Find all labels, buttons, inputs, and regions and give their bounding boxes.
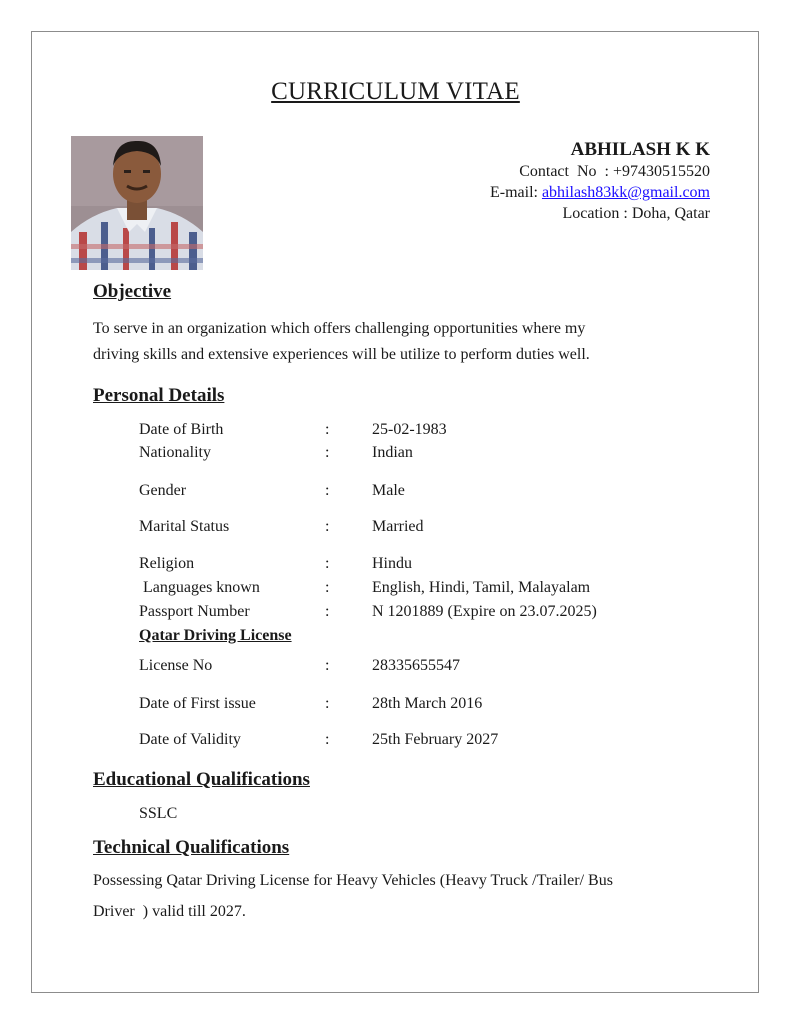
technical-line-2: Driver ) valid till 2027. [93,903,246,920]
contact-location: Location : Doha, Qatar [562,205,710,222]
field-label: Date of Validity [139,731,241,748]
contact-block [490,138,710,224]
field-label: Gender [139,482,187,499]
objective-line-2: driving skills and extensive experiences will be utilize to perform duties well. [93,346,590,363]
field-value: 28th March 2016 [372,695,483,712]
field-separator: : [325,444,330,461]
objective-line-1: To serve in an organization which offers challenging opportunities where my [93,320,586,337]
field-separator: : [325,657,330,674]
technical-line-1: Possessing Qatar Driving License for Heavy Vehicles (Heavy Truck /Trailer/ Bus [93,872,613,889]
email-label: E-mail: [489,184,542,201]
field-label: Date of First issue [139,695,256,712]
education-heading: Educational Qualifications [93,769,310,790]
contact-phone: Contact No : +97430515520 [519,163,710,180]
objective-heading: Objective [93,281,172,302]
field-label: Marital Status [139,518,230,535]
candidate-name: ABHILASH K K [570,139,710,160]
field-separator: : [325,603,330,620]
field-value: 28335655547 [372,657,460,674]
field-separator: : [325,579,330,596]
field-value: 25th February 2027 [372,731,499,748]
personal-details-heading: Personal Details [93,385,225,406]
license-heading: Qatar Driving License [139,627,292,644]
field-value: N 1201889 (Expire on 23.07.2025) [372,603,597,620]
email-link[interactable]: abhilash83kk@gmail.com [541,184,710,201]
field-separator: : [325,421,330,438]
field-value: English, Hindi, Tamil, Malayalam [372,579,591,596]
field-separator: : [325,731,330,748]
field-label: Date of Birth [139,421,224,438]
field-value: Married [372,518,424,535]
document-title: CURRICULUM VITAE [271,78,520,105]
technical-heading: Technical Qualifications [93,837,290,858]
field-separator: : [325,482,330,499]
field-value: Male [372,482,405,499]
profile-photo [71,136,203,270]
education-item: SSLC [139,805,178,822]
field-separator: : [325,518,330,535]
contact-email-line [490,182,710,203]
field-value: Hindu [372,555,412,572]
field-label: Nationality [139,444,211,461]
field-value: Indian [372,444,413,461]
field-label: Passport Number [139,603,250,620]
field-label: License No [139,657,213,674]
field-separator: : [325,555,330,572]
field-value: 25-02-1983 [372,421,447,438]
field-label: Languages known [139,579,260,596]
field-label: Religion [139,555,195,572]
field-separator: : [325,695,330,712]
